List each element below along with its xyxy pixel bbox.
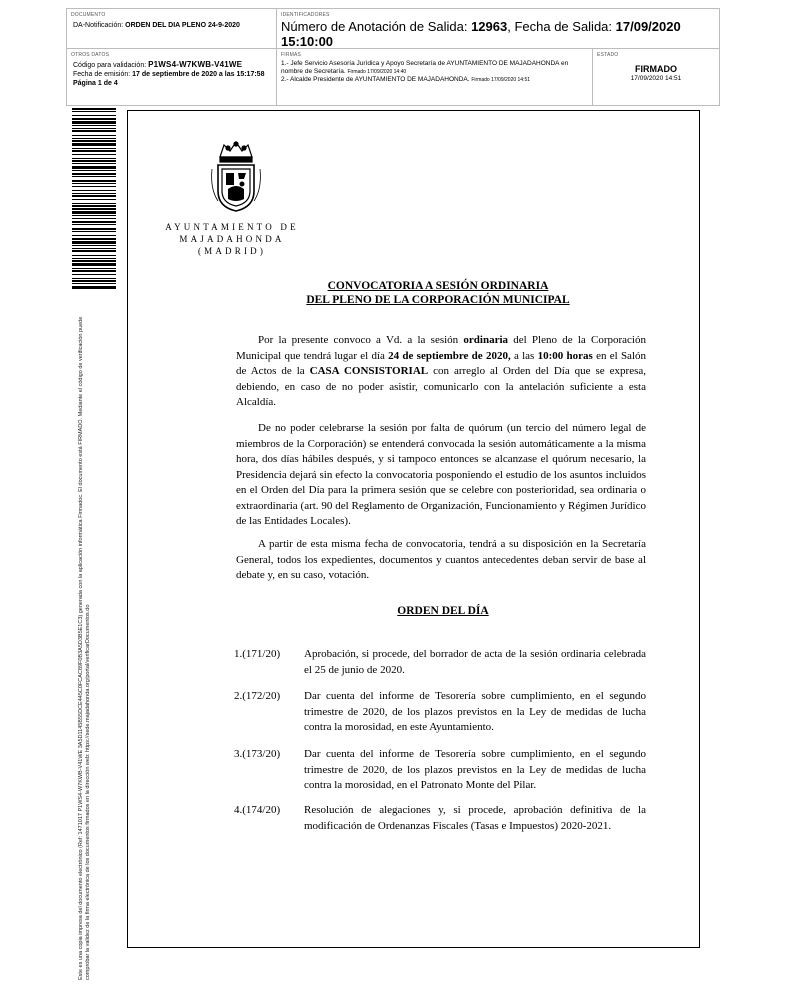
org-line-2: MAJADAHONDA	[179, 234, 285, 244]
title-line-1: CONVOCATORIA A SESIÓN ORDINARIA	[327, 280, 549, 292]
municipal-coat-of-arms-icon	[206, 139, 266, 215]
agenda-item-number: 1.(171/20)	[234, 648, 281, 660]
anotacion-salida: Número de Anotación de Salida: 12963, Fecha de Salida: 17/09/2020 15:10:00	[281, 19, 681, 49]
otros-datos-cell	[67, 49, 277, 105]
identificadores-label: IDENTIFICADORES	[281, 12, 330, 18]
estado-status-badge: FIRMADO	[635, 64, 677, 74]
paragraph-disposicion: A partir de esta misma fecha de convocatoria, tendrá a su disposición en la Secretaría General, todos los expedientes, documentos y cuantos antecedentes deban servir de base al debate y, en su caso, votación.	[236, 538, 646, 581]
validation-code[interactable]: Código para validación: P1WS4-W7KWB-V41WE	[73, 60, 243, 69]
firma-2: 2.- Alcalde Presidente de AYUNTAMIENTO DE MAJADAHONDA. Firmado 17/09/2020 14:51	[281, 76, 531, 83]
verification-side-note: Este es una copia impresa del documento electrónico (Ref: 1471017 P1WS4-W7KWB-V41WE 3A5D1145B55DCE445C0FCAC89F0B3A5D3B5E1C3) generada con la aplicación informática Firmadoc. El documento está FIRMADO. Mediante el código de verificación puede comprobar la validez de la firma electrónica de los documentos firmados en la dirección web: https://sede.majadahonda.org/portal/verificarDocumentos.do	[78, 316, 91, 980]
page-count: Página 1 de 4	[73, 80, 118, 87]
document-body	[127, 110, 700, 948]
documento-label: DOCUMENTO	[71, 12, 106, 18]
paragraph-quorum: De no poder celebrarse la sesión por falta de quórum (un tercio del número legal de miembros de la Corporación) se entenderá convocada la sesión automáticamente a la misma hora, dos días hábiles después, y si tampoco entonces se alcanzase el quórum necesario, la Presidencia dejará sin efecto la convocatoria posponiendo el estudio de los asuntos incluidos en el Orden del Día para la primera sesión que se celebre con posterioridad, sea ordinaria o extraordinaria (art. 90 del Reglamento de Organización, Funcionamiento y Régimen Jurídico de las Entidades Locales).	[236, 422, 646, 527]
title-line-2: DEL PLENO DE LA CORPORACIÓN MUNICIPAL	[306, 294, 570, 306]
barcode-icon	[72, 108, 116, 290]
estado-label: ESTADO	[597, 52, 619, 58]
identificadores-cell	[277, 9, 719, 49]
otros-datos-label: OTROS DATOS	[71, 52, 110, 58]
firma-1: 1.- Jefe Servicio Asesoría Jurídica y Apoyo Secretaría de AYUNTAMIENTO DE MAJADAHONDA en nombre de Secretaría. Firmado 17/09/2020 14:40	[281, 60, 569, 75]
document-title	[238, 279, 638, 307]
agenda-item-number: 4.(174/20)	[234, 804, 281, 816]
agenda-item-number: 2.(172/20)	[234, 690, 281, 702]
orden-del-dia-title: ORDEN DEL DÍA	[397, 605, 489, 617]
organization-name	[142, 221, 322, 257]
document-header	[66, 8, 720, 106]
estado-date: 17/09/2020 14:51	[630, 75, 682, 82]
agenda-item-number: 3.(173/20)	[234, 748, 281, 760]
agenda-item-text: Aprobación, si procede, del borrador de acta de la sesión ordinaria celebrada el 25 de junio de 2020.	[304, 648, 646, 676]
estado-cell	[593, 49, 719, 105]
documento-cell	[67, 9, 277, 49]
paragraph-convocatoria: Por la presente convoco a Vd. a la sesión ordinaria del Pleno de la Corporación Municipal que tendrá lugar el día 24 de septiembre de 2020, a las 10:00 horas en el Salón de Actos de la CASA CONSISTORIAL con arreglo al Orden del Día que se expresa, debiendo, en caso de no poder asistir, comunicarlo con la antelación suficiente a esta Alcaldía.	[236, 334, 646, 408]
documento-value: DA-Notificación: ORDEN DEL DIA PLENO 24-9-2020	[73, 22, 240, 29]
agenda-item-text: Dar cuenta del informe de Tesorería sobre cumplimiento, en el segundo trimestre de 2020, de los plazos previstos en la Ley de medidas de lucha contra la morosidad, en este Ayuntamiento.	[304, 690, 646, 733]
firmas-label: FIRMAS	[281, 52, 302, 58]
org-line-1: AYUNTAMIENTO DE	[165, 222, 299, 232]
emission-date: Fecha de emisión: 17 de septiembre de 2020 a las 15:17:58	[73, 71, 265, 78]
org-line-3: (MADRID)	[197, 246, 267, 256]
firmas-cell	[277, 49, 593, 105]
agenda-item-text: Resolución de alegaciones y, si procede, aprobación definitiva de la modificación de Ordenanzas Fiscales (Tasas e Impuestos) 2020-2021.	[304, 804, 646, 832]
agenda-item-text: Dar cuenta del informe de Tesorería sobre cumplimiento, en el segundo trimestre de 2020, de los plazos previstos en la Ley de medidas de lucha contra la morosidad, en el Patronato Monte del Pilar.	[304, 748, 646, 791]
